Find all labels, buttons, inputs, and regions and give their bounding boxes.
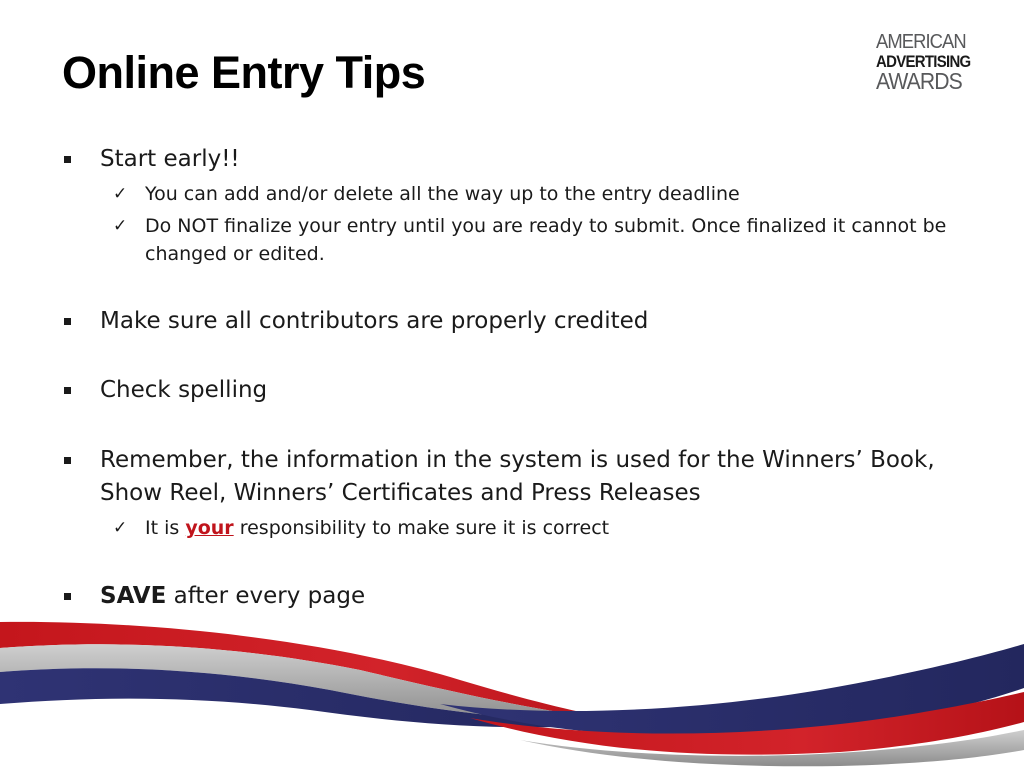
checkmark-icon: ✓ [113, 184, 128, 204]
square-bullet-icon [64, 457, 71, 464]
logo-line-awards: AWARDS [876, 68, 962, 94]
sub-bullet-text-before: It is [145, 517, 180, 539]
square-bullet-icon [64, 593, 71, 600]
square-bullet-icon [64, 387, 71, 394]
bullet-item-start-early [62, 143, 982, 268]
bullet-text: Make sure all contributors are properly credited [100, 308, 649, 334]
logo-line-advertising: ADVERTISING [876, 52, 971, 71]
logo-line-american: AMERICAN [876, 31, 966, 53]
square-bullet-icon [64, 318, 71, 325]
sub-bullet-text: You can add and/or delete all the way up to the entry deadline [145, 183, 740, 205]
sub-bullet-list [100, 514, 982, 542]
bullet-list [62, 143, 982, 613]
bullet-bold-save: SAVE [100, 583, 167, 609]
bullet-text: Start early!! [100, 146, 240, 172]
sub-bullet-list [100, 180, 982, 268]
sub-bullet-text: Do NOT finalize your entry until you are ready to submit. Once finalized it cannot be changed or edited. [145, 215, 947, 265]
bullet-item-contributors [62, 305, 982, 338]
checkmark-icon: ✓ [113, 216, 128, 236]
bullet-item-spelling [62, 374, 982, 407]
sub-bullet-item [100, 212, 982, 268]
bullet-text: after every page [173, 583, 366, 609]
square-bullet-icon [64, 156, 71, 163]
slide-content [62, 143, 982, 613]
flag-swoosh-decoration [0, 600, 1024, 768]
sub-bullet-item [100, 514, 982, 542]
bullet-text: Remember, the information in the system is used for the Winners’ Book, Show Reel, Winners’ Certificates and Press Releases [100, 447, 935, 506]
bullet-item-remember [62, 444, 982, 542]
american-advertising-awards-logo [876, 32, 980, 93]
slide-title: Online Entry Tips [62, 47, 426, 98]
sub-bullet-item [100, 180, 982, 208]
emphasis-your: your [185, 517, 234, 539]
sub-bullet-text-after: responsibility to make sure it is correct [239, 517, 610, 539]
checkmark-icon: ✓ [113, 518, 128, 538]
bullet-text: Check spelling [100, 377, 268, 403]
